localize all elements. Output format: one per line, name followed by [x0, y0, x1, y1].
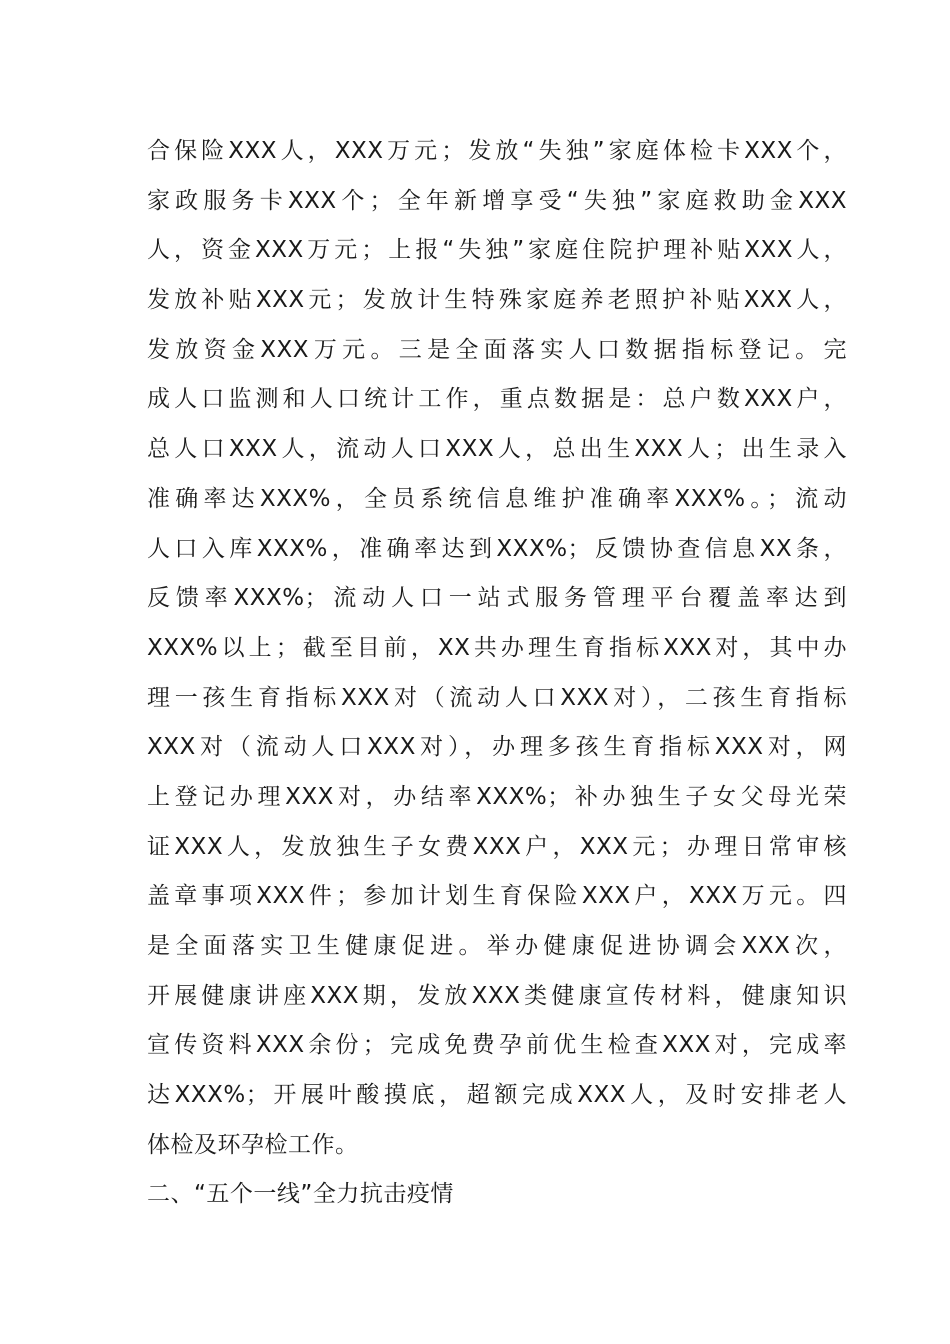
body-line: 开展健康讲座XXX期，发放XXX类健康宣传材料，健康知识 [147, 982, 847, 1009]
body-line: 达XXX%；开展叶酸摸底，超额完成XXX人，及时安排老人 [147, 1082, 847, 1109]
body-line: 理一孩生育指标XXX对（流动人口XXX对），二孩生育指标 [147, 684, 847, 711]
body-line: 家政服务卡XXX个；全年新增享受“失独”家庭救助金XXX [147, 187, 847, 214]
body-line: 人，资金XXX万元；上报“失独”家庭住院护理补贴XXX人， [147, 237, 847, 264]
body-line: 盖章事项XXX件；参加计划生育保险XXX户，XXX万元。四 [147, 883, 847, 910]
body-line: 是全面落实卫生健康促进。举办健康促进协调会XXX次， [147, 933, 847, 959]
body-line: 宣传资料XXX余份；完成免费孕前优生检查XXX对，完成率 [147, 1032, 847, 1059]
body-line: 证XXX人，发放独生子女费XXX户，XXX元；办理日常审核 [147, 833, 847, 860]
body-line: 人口入库XXX%，准确率达到XXX%；反馈协查信息XX条， [147, 535, 847, 562]
body-line-last: 体检及环孕检工作。 [147, 1131, 359, 1158]
body-line: XXX%以上；截至目前，XX共办理生育指标XXX对，其中办 [147, 634, 847, 661]
body-line: 成人口监测和人口统计工作，重点数据是：总户数XXX户， [147, 386, 847, 413]
body-line: 上登记办理XXX对，办结率XXX%；补办独生子女父母光荣 [147, 783, 847, 810]
body-line: 总人口XXX人，流动人口XXX人，总出生XXX人；出生录入 [147, 436, 847, 463]
body-line: 反馈率XXX%；流动人口一站式服务管理平台覆盖率达到 [147, 585, 847, 612]
body-line: 合保险XXX人，XXX万元；发放“失独”家庭体检卡XXX个， [147, 138, 847, 164]
section-heading: 二、“五个一线”全力抗击疫情 [147, 1181, 454, 1208]
body-line: 发放资金XXX万元。三是全面落实人口数据指标登记。完 [147, 336, 847, 363]
body-line: 准确率达XXX%，全员系统信息维护准确率XXX%。；流动 [147, 485, 847, 512]
document-body [147, 127, 847, 1220]
body-line: XXX对（流动人口XXX对），办理多孩生育指标XXX对，网 [147, 734, 847, 761]
body-line: 发放补贴XXX元；发放计生特殊家庭养老照护补贴XXX人， [147, 287, 847, 314]
